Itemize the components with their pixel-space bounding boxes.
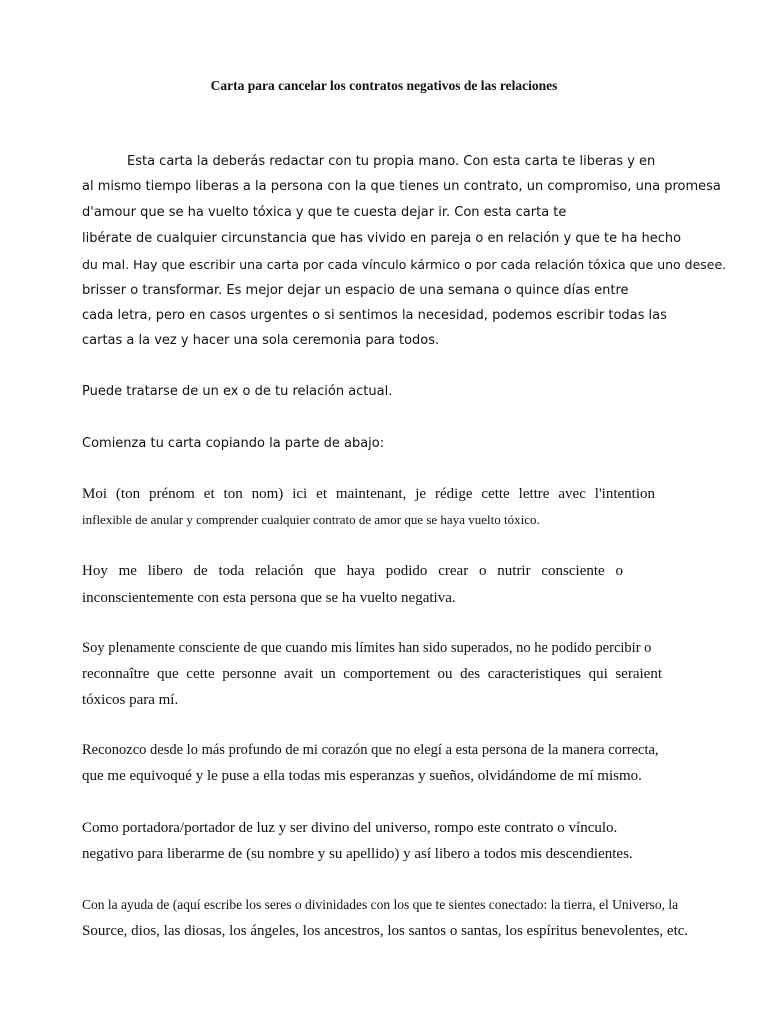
document-title: Carta para cancelar los contratos negativos de las relaciones xyxy=(210,78,558,93)
intro-line: Esta carta la deberás redactar con tu propia mano. Con esta carta te liberas y en xyxy=(127,154,656,169)
instruction-line: Comienza tu carta copiando la parte de abajo: xyxy=(82,436,385,451)
intro-line: d'amour que se ha vuelto tóxica y que te cuesta dejar ir. Con esta carta te xyxy=(82,205,567,220)
note-line: Puede tratarse de un ex o de tu relación actual. xyxy=(82,384,393,399)
letter-line: que me equivoqué y le puse a ella todas mis esperanzas y sueños, olvidándome de mí mismo. xyxy=(82,768,642,784)
letter-line: tóxicos para mí. xyxy=(82,692,179,708)
letter-line: inconscientemente con esta persona que se ha vuelto negativa. xyxy=(82,590,456,606)
letter-line: Hoy me libero de toda relación que haya podido crear o nutrir consciente o xyxy=(82,563,623,579)
letter-line: Moi (ton prénom et ton nom) ici et maintenant, je rédige cette lettre avec l'intention xyxy=(82,486,655,502)
letter-line: negativo para liberarme de (su nombre y su apellido) y así libero a todos mis descendientes. xyxy=(82,846,633,862)
letter-line: Reconozco desde lo más profundo de mi corazón que no elegí a esta persona de la manera correcta, xyxy=(82,742,659,758)
letter-line: Con la ayuda de (aquí escribe los seres o divinidades con los que te sientes conectado: la tierra, el Universo, la xyxy=(82,897,679,912)
intro-line: libérate de cualquier circunstancia que has vivido en pareja o en relación y que te ha hecho xyxy=(82,231,682,246)
intro-line: cada letra, pero en casos urgentes o si sentimos la necesidad, podemos escribir todas las xyxy=(82,308,667,323)
intro-line: du mal. Hay que escribir una carta por cada vínculo kármico o por cada relación tóxica que uno desee. xyxy=(82,257,727,272)
letter-line: inflexible de anular y comprender cualquier contrato de amor que se haya vuelto tóxico. xyxy=(82,512,540,527)
letter-line: Como portadora/portador de luz y ser divino del universo, rompo este contrato o vínculo. xyxy=(82,820,618,836)
letter-line: Source, dios, las diosas, los ángeles, los ancestros, los santos o santas, los espíritus benevolentes, etc. xyxy=(82,923,689,939)
intro-line: cartas a la vez y hacer una sola ceremonia para todos. xyxy=(82,333,440,348)
letter-line: Soy plenamente consciente de que cuando mis límites han sido superados, no he podido percibir o xyxy=(82,640,652,656)
letter-line: reconnaître que cette personne avait un comportement ou des caracteristiques qui seraient xyxy=(82,666,662,682)
intro-line: brisser o transformar. Es mejor dejar un espacio de una semana o quince días entre xyxy=(82,283,629,298)
intro-line: al mismo tiempo liberas a la persona con la que tienes un contrato, un compromiso, una promesa xyxy=(82,179,721,194)
